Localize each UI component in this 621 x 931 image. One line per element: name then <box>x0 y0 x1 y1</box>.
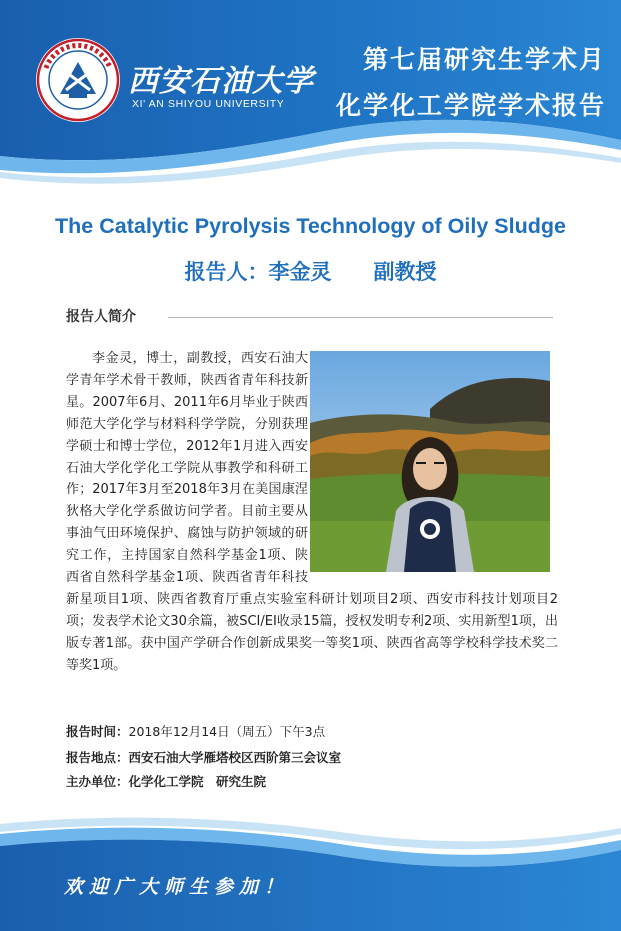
talk-title: The Catalytic Pyrolysis Technology of Oily Sludge <box>55 214 566 238</box>
event-title-line2: 化学化工学院学术报告 <box>335 91 606 120</box>
logo-emblem-icon <box>36 38 120 122</box>
time-label: 报告时间： <box>66 724 129 739</box>
host-label: 主办单位： <box>66 774 129 789</box>
section-divider <box>168 317 553 318</box>
footer-wave-graphic <box>0 810 621 931</box>
university-logo <box>36 38 120 122</box>
header-banner <box>0 0 621 200</box>
host-value: 化学化工学院 研究生院 <box>128 774 267 789</box>
time-value: 2018年12月14日（周五）下午3点 <box>128 724 326 739</box>
welcome-message: 欢迎广大师生参加！ <box>64 876 290 898</box>
place-value: 西安石油大学雁塔校区西阶第三会议室 <box>128 750 342 765</box>
footer-banner <box>0 810 621 931</box>
event-title-line1: 第七届研究生学术月 <box>362 45 606 74</box>
speaker-bio <box>66 348 558 677</box>
speaker-bio-text: 李金灵，博士，副教授，西安石油大学青年学术骨干教师，陕西省青年科技新星。2007年6月、2011年6月毕业于陕西师范大学化学与材料科学学院，分别获理学硕士和博士学位，2012年1月进入西安石油大学化学化工学院从事教学和科研工作；2017年3月至2018年3月在美国康涅狄格大学化学系做访问学者。目前主要从事油气田环境保护、腐蚀与防护领域的研究工作，主持国家自然科学基金1项、陕西省自然科学基金1项、陕西省青年科技新星项目1项、陕西省教育厅重点实验室科研计划项目2项、西安市科技计划项目2项；发表学术论文30余篇，被SCI/EI收录15篇，授权发明专利2项、实用新型1项，出版专著1部。获中国产学研合作创新成果奖一等奖1项、陕西省高等学校科学技术奖二等奖1项。 <box>66 351 558 673</box>
university-name-en: XI' AN SHIYOU UNIVERSITY <box>132 98 285 110</box>
speaker-title: 副教授 <box>373 260 437 284</box>
info-host <box>66 772 266 790</box>
speaker-label: 报告人： <box>184 260 269 284</box>
info-time <box>66 722 325 740</box>
info-place <box>66 748 341 766</box>
place-label: 报告地点： <box>66 750 129 765</box>
speaker-name: 李金灵 <box>268 260 332 284</box>
section-heading-profile: 报告人简介 <box>66 309 136 325</box>
speaker-line <box>0 256 621 286</box>
university-name-cn: 西安石油大学 <box>128 64 314 99</box>
photo-spacer <box>308 348 558 576</box>
